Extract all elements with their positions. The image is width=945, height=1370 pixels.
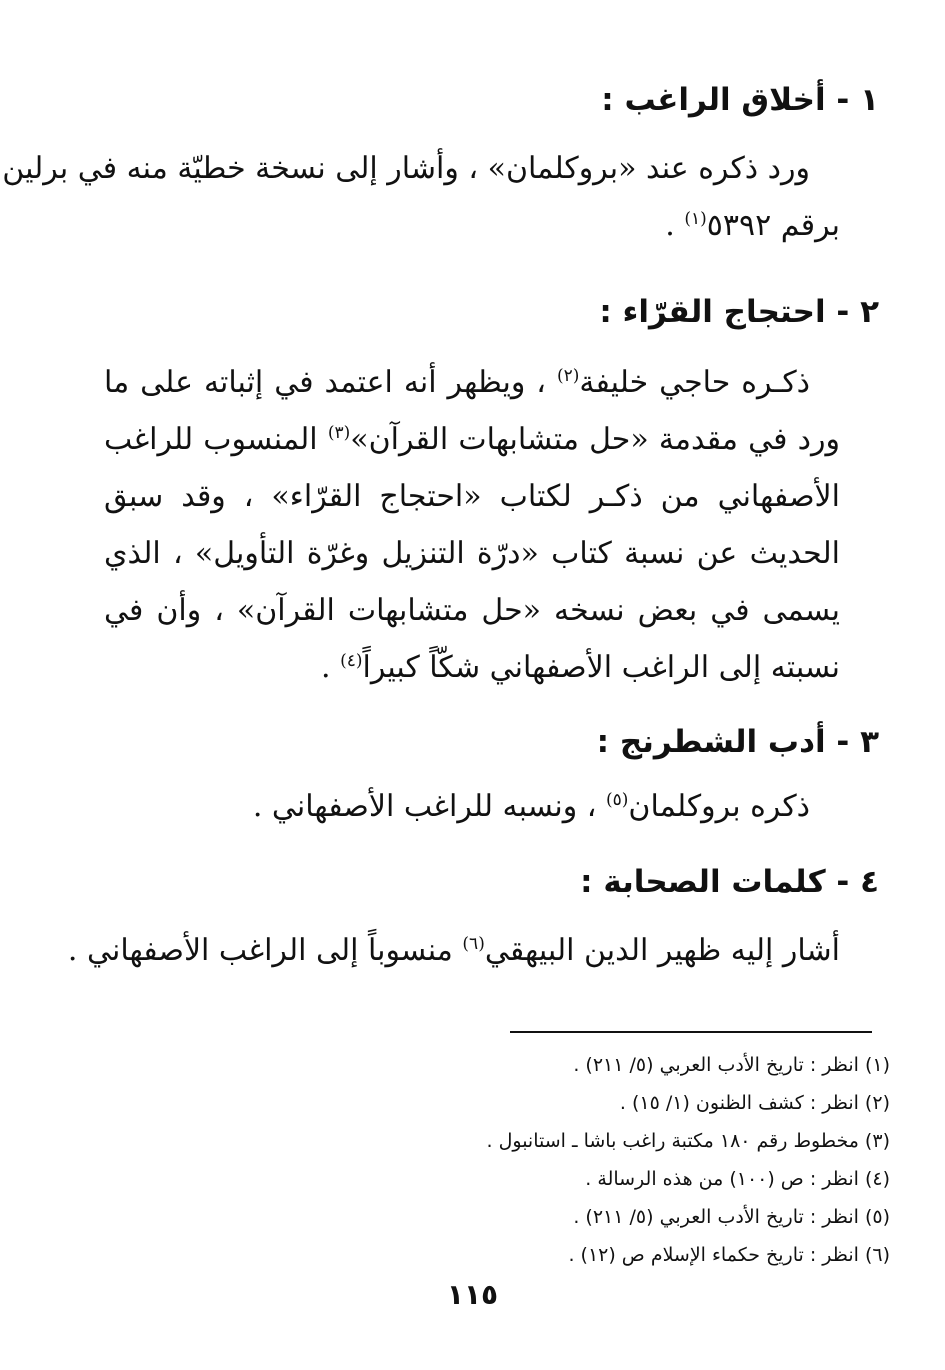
section-1-line-2 bbox=[104, 197, 840, 254]
section-body-3 bbox=[104, 778, 840, 835]
section-1-line-2-end: . bbox=[665, 208, 685, 243]
footnote-ref-3: (٣) bbox=[327, 423, 351, 443]
section-1-line-2-text: برقم ٥٣٩٢ bbox=[706, 208, 840, 243]
footnote-3: (٣) مخطوط رقم ١٨٠ مكتبة راغب باشا ـ استانبول . bbox=[486, 1130, 890, 1152]
footnote-ref-2: (٢) bbox=[556, 366, 580, 386]
footnote-ref-4: (٤) bbox=[340, 651, 363, 671]
section-1-line-1: ورد ذكره عند «بروكلمان» ، وأشار إلى نسخة خطيّة منه في برلين bbox=[2, 151, 810, 186]
section-2-text-c: المنسوب للراغب الأصفهاني من ذكـر لكتاب «احتجاج القرّاء» ، وقد سبق الحديث عن نسبة كتاب «درّة التنزيل وغرّة التأويل» ، الذي يسمى في بعض نسخه «حل متشابهات القرآن» ، وأن في نسبته إلى الراغب الأصفهاني شكّاً كبيراً bbox=[104, 422, 840, 685]
section-3-line bbox=[104, 778, 840, 835]
section-heading-3: ٣ - أدب الشطرنج : bbox=[596, 724, 879, 760]
footnotes bbox=[300, 1046, 890, 1274]
section-2-paragraph bbox=[104, 354, 840, 696]
section-heading-2: ٢ - احتجاج القرّاء : bbox=[599, 294, 879, 330]
section-2-text-a: ذكـره حاجي خليفة bbox=[579, 365, 810, 400]
section-2-text-d: . bbox=[320, 650, 341, 685]
section-3-text-a: ذكره بروكلمان bbox=[628, 789, 810, 824]
section-2-text-b: ، ويظهر أنه اعتمد في إثباته على ما ورد في مقدمة «حل متشابهات القرآن» bbox=[104, 365, 840, 457]
section-heading-1: ١ - أخلاق الراغب : bbox=[601, 82, 879, 118]
footnote-ref-5: (٥) bbox=[606, 790, 629, 810]
footnote-5: (٥) انظر : تاريخ الأدب العربي (٥/ ٢١١) . bbox=[573, 1206, 890, 1228]
section-heading-4: ٤ - كلمات الصحابة : bbox=[580, 864, 879, 900]
page-number: ١١٥ bbox=[446, 1278, 499, 1311]
footnote-ref-6: (٦) bbox=[462, 934, 485, 954]
section-body-4 bbox=[67, 922, 840, 979]
footnote-6: (٦) انظر : تاريخ حكماء الإسلام ص (١٢) . bbox=[568, 1244, 890, 1266]
section-body-1 bbox=[2, 140, 840, 254]
section-4-line bbox=[67, 922, 840, 979]
section-body-2 bbox=[104, 354, 840, 696]
footnote-ref-1: (١) bbox=[684, 209, 707, 229]
footnote-2: (٢) انظر : كشف الظنون (١/ ١٥) . bbox=[619, 1092, 890, 1114]
footnote-4: (٤) انظر : ص (١٠٠) من هذه الرسالة . bbox=[585, 1168, 890, 1190]
section-4-text-b: منسوباً إلى الراغب الأصفهاني . bbox=[67, 933, 463, 968]
footnote-1: (١) انظر : تاريخ الأدب العربي (٥/ ٢١١) . bbox=[573, 1054, 890, 1076]
footnote-divider bbox=[510, 1031, 872, 1033]
section-3-text-b: ، ونسبه للراغب الأصفهاني . bbox=[252, 789, 606, 824]
section-4-text-a: أشار إليه ظهير الدين البيهقي bbox=[484, 933, 840, 968]
